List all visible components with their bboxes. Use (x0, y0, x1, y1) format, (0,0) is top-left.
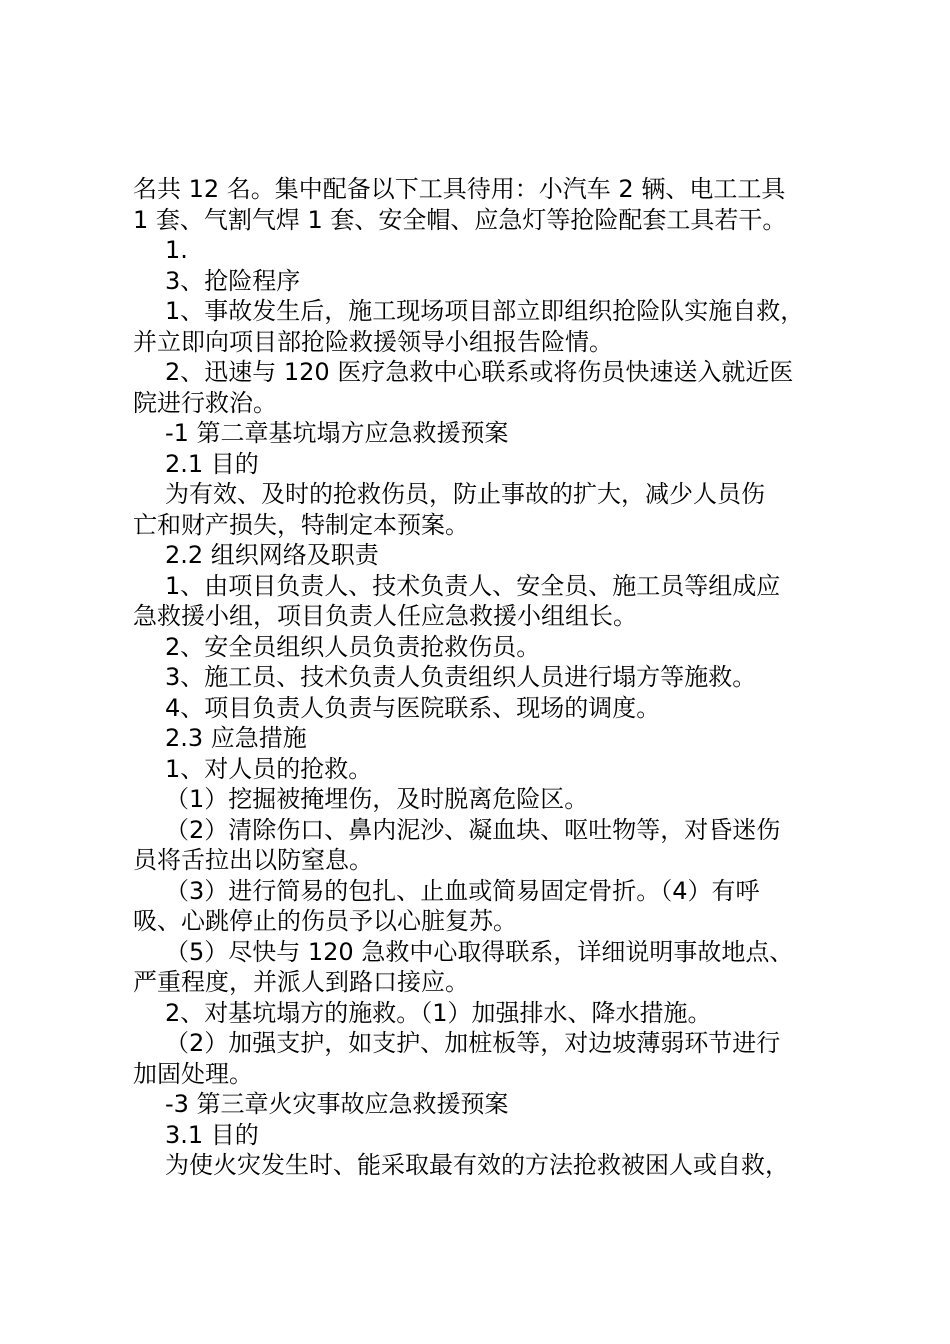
document-body (133, 174, 833, 1181)
text-line: 1、对人员的抢救。 (165, 754, 373, 783)
section-heading: 2.3 应急措施 (165, 724, 307, 752)
text-line: 并立即向项目部抢险救援领导小组报告险情。 (133, 327, 613, 356)
section-heading: 2.2 组织网络及职责 (165, 541, 379, 569)
section-heading: 3.1 目的 (165, 1120, 259, 1149)
text-line: 3、施工员、技术负责人负责组织人员进行塌方等施救。 (165, 663, 757, 691)
chapter-heading: -3 第三章火灾事故应急救援预案 (165, 1090, 509, 1118)
text-line: 2、安全员组织人员负责抢救伤员。 (165, 632, 541, 661)
text-line: 1 套、气割气焊 1 套、安全帽、应急灯等抢险配套工具若干。 (133, 205, 787, 234)
text-line: 院进行救治。 (133, 388, 277, 417)
text-line: 为使火灾发生时、能采取最有效的方法抢救被困人或自救， (165, 1151, 789, 1179)
text-line: 亡和财产损失，特制定本预案。 (133, 510, 469, 539)
text-line: 名共 12 名。集中配备以下工具待用：小汽车 2 辆、电工工具 (133, 175, 786, 203)
text-line: （1）挖掘被掩埋伤，及时脱离危险区。 (165, 785, 589, 813)
text-line: （2）清除伤口、鼻内泥沙、凝血块、呕吐物等，对昏迷伤 (165, 815, 781, 844)
text-line: 2、迅速与 120 医疗急救中心联系或将伤员快速送入就近医 (165, 358, 794, 386)
text-line: 为有效、及时的抢救伤员，防止事故的扩大，减少人员伤 (165, 480, 765, 508)
text-line: 吸、心跳停止的伤员予以心脏复苏。 (133, 907, 517, 935)
section-heading: 2.1 目的 (165, 449, 259, 478)
text-line: 急救援小组，项目负责人任应急救援小组组长。 (133, 602, 637, 630)
text-line: （2）加强支护，如支护、加桩板等，对边坡薄弱环节进行 (165, 1029, 781, 1057)
text-line: 1、由项目负责人、技术负责人、安全员、施工员等组成应 (165, 571, 781, 600)
text-line: 1、事故发生后，施工现场项目部立即组织抢险队实施自救， (165, 297, 805, 325)
text-line: （3）进行简易的包扎、止血或简易固定骨折。（4）有呼 (165, 876, 760, 905)
text-line: 1. (165, 236, 188, 264)
text-line: （5）尽快与 120 急救中心取得联系，详细说明事故地点、 (165, 937, 794, 966)
text-line: 员将舌拉出以防窒息。 (133, 846, 373, 874)
section-heading: 3、抢险程序 (165, 266, 301, 295)
text-line: 4、项目负责人负责与医院联系、现场的调度。 (165, 693, 661, 722)
text-line: 2、对基坑塌方的施救。（1）加强排水、降水措施。 (165, 998, 712, 1027)
text-line: 加固处理。 (133, 1059, 253, 1088)
text-line: 严重程度，并派人到路口接应。 (133, 968, 469, 996)
chapter-heading: -1 第二章基坑塌方应急救援预案 (165, 419, 509, 447)
